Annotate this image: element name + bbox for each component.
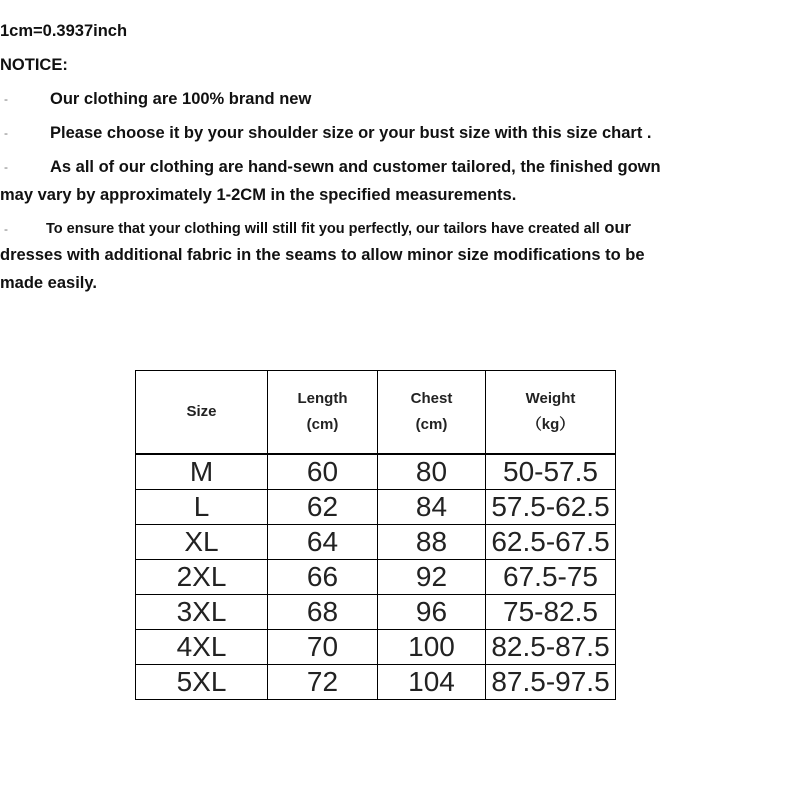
size-cell: L bbox=[136, 490, 268, 525]
length-cell: 68 bbox=[268, 595, 378, 630]
length-cell: 60 bbox=[268, 454, 378, 490]
bullet-marker: - bbox=[4, 92, 8, 106]
unit-conversion: 1cm=0.3937inch bbox=[0, 22, 128, 40]
size-cell: M bbox=[136, 454, 268, 490]
weight-cell: 67.5-75 bbox=[486, 560, 616, 595]
notice-item-4-bold-text: our bbox=[599, 219, 631, 237]
notice-heading: NOTICE: bbox=[0, 56, 68, 74]
bullet-marker: - bbox=[4, 160, 8, 174]
notice-item-3-line-1: As all of our clothing are hand-sewn and customer tailored, the finished gown bbox=[50, 158, 661, 176]
notice-item-3-line-2: may vary by approximately 1-2CM in the specified measurements. bbox=[0, 186, 517, 204]
notice-item-4-line-3: made easily. bbox=[0, 274, 97, 292]
chest-cell: 88 bbox=[378, 525, 486, 560]
table-row bbox=[136, 490, 616, 525]
notice-item-1: Our clothing are 100% brand new bbox=[50, 90, 312, 108]
size-cell: 4XL bbox=[136, 630, 268, 665]
size-cell: 2XL bbox=[136, 560, 268, 595]
notice-item-4-line-1 bbox=[46, 219, 631, 238]
weight-cell: 50-57.5 bbox=[486, 454, 616, 490]
length-cell: 66 bbox=[268, 560, 378, 595]
size-cell: 5XL bbox=[136, 665, 268, 700]
weight-cell: 87.5-97.5 bbox=[486, 665, 616, 700]
bullet-marker: - bbox=[4, 222, 8, 236]
length-cell: 70 bbox=[268, 630, 378, 665]
table-row bbox=[136, 595, 616, 630]
chest-cell: 92 bbox=[378, 560, 486, 595]
notice-item-2: Please choose it by your shoulder size or your bust size with this size chart . bbox=[50, 124, 652, 142]
chest-cell: 80 bbox=[378, 454, 486, 490]
notice-item-4-small-text: To ensure that your clothing will still fit you perfectly, our tailors have created all bbox=[46, 221, 600, 237]
header-size: Size bbox=[136, 371, 268, 455]
weight-cell: 82.5-87.5 bbox=[486, 630, 616, 665]
notice-item-4-line-2: dresses with additional fabric in the seams to allow minor size modifications to be bbox=[0, 246, 645, 264]
weight-cell: 57.5-62.5 bbox=[486, 490, 616, 525]
length-cell: 64 bbox=[268, 525, 378, 560]
chest-cell: 84 bbox=[378, 490, 486, 525]
weight-cell: 62.5-67.5 bbox=[486, 525, 616, 560]
length-cell: 72 bbox=[268, 665, 378, 700]
bullet-marker: - bbox=[4, 126, 8, 140]
chest-cell: 96 bbox=[378, 595, 486, 630]
table-row bbox=[136, 454, 616, 490]
size-cell: 3XL bbox=[136, 595, 268, 630]
table-row bbox=[136, 525, 616, 560]
size-chart-table bbox=[135, 370, 616, 700]
header-chest: Chest (cm) bbox=[378, 371, 486, 455]
size-cell: XL bbox=[136, 525, 268, 560]
header-weight: Weight （kg） bbox=[486, 371, 616, 455]
weight-cell: 75-82.5 bbox=[486, 595, 616, 630]
table-row bbox=[136, 630, 616, 665]
table-header-row bbox=[136, 371, 616, 455]
chest-cell: 100 bbox=[378, 630, 486, 665]
table-row bbox=[136, 560, 616, 595]
header-length: Length (cm) bbox=[268, 371, 378, 455]
table-row bbox=[136, 665, 616, 700]
chest-cell: 104 bbox=[378, 665, 486, 700]
length-cell: 62 bbox=[268, 490, 378, 525]
